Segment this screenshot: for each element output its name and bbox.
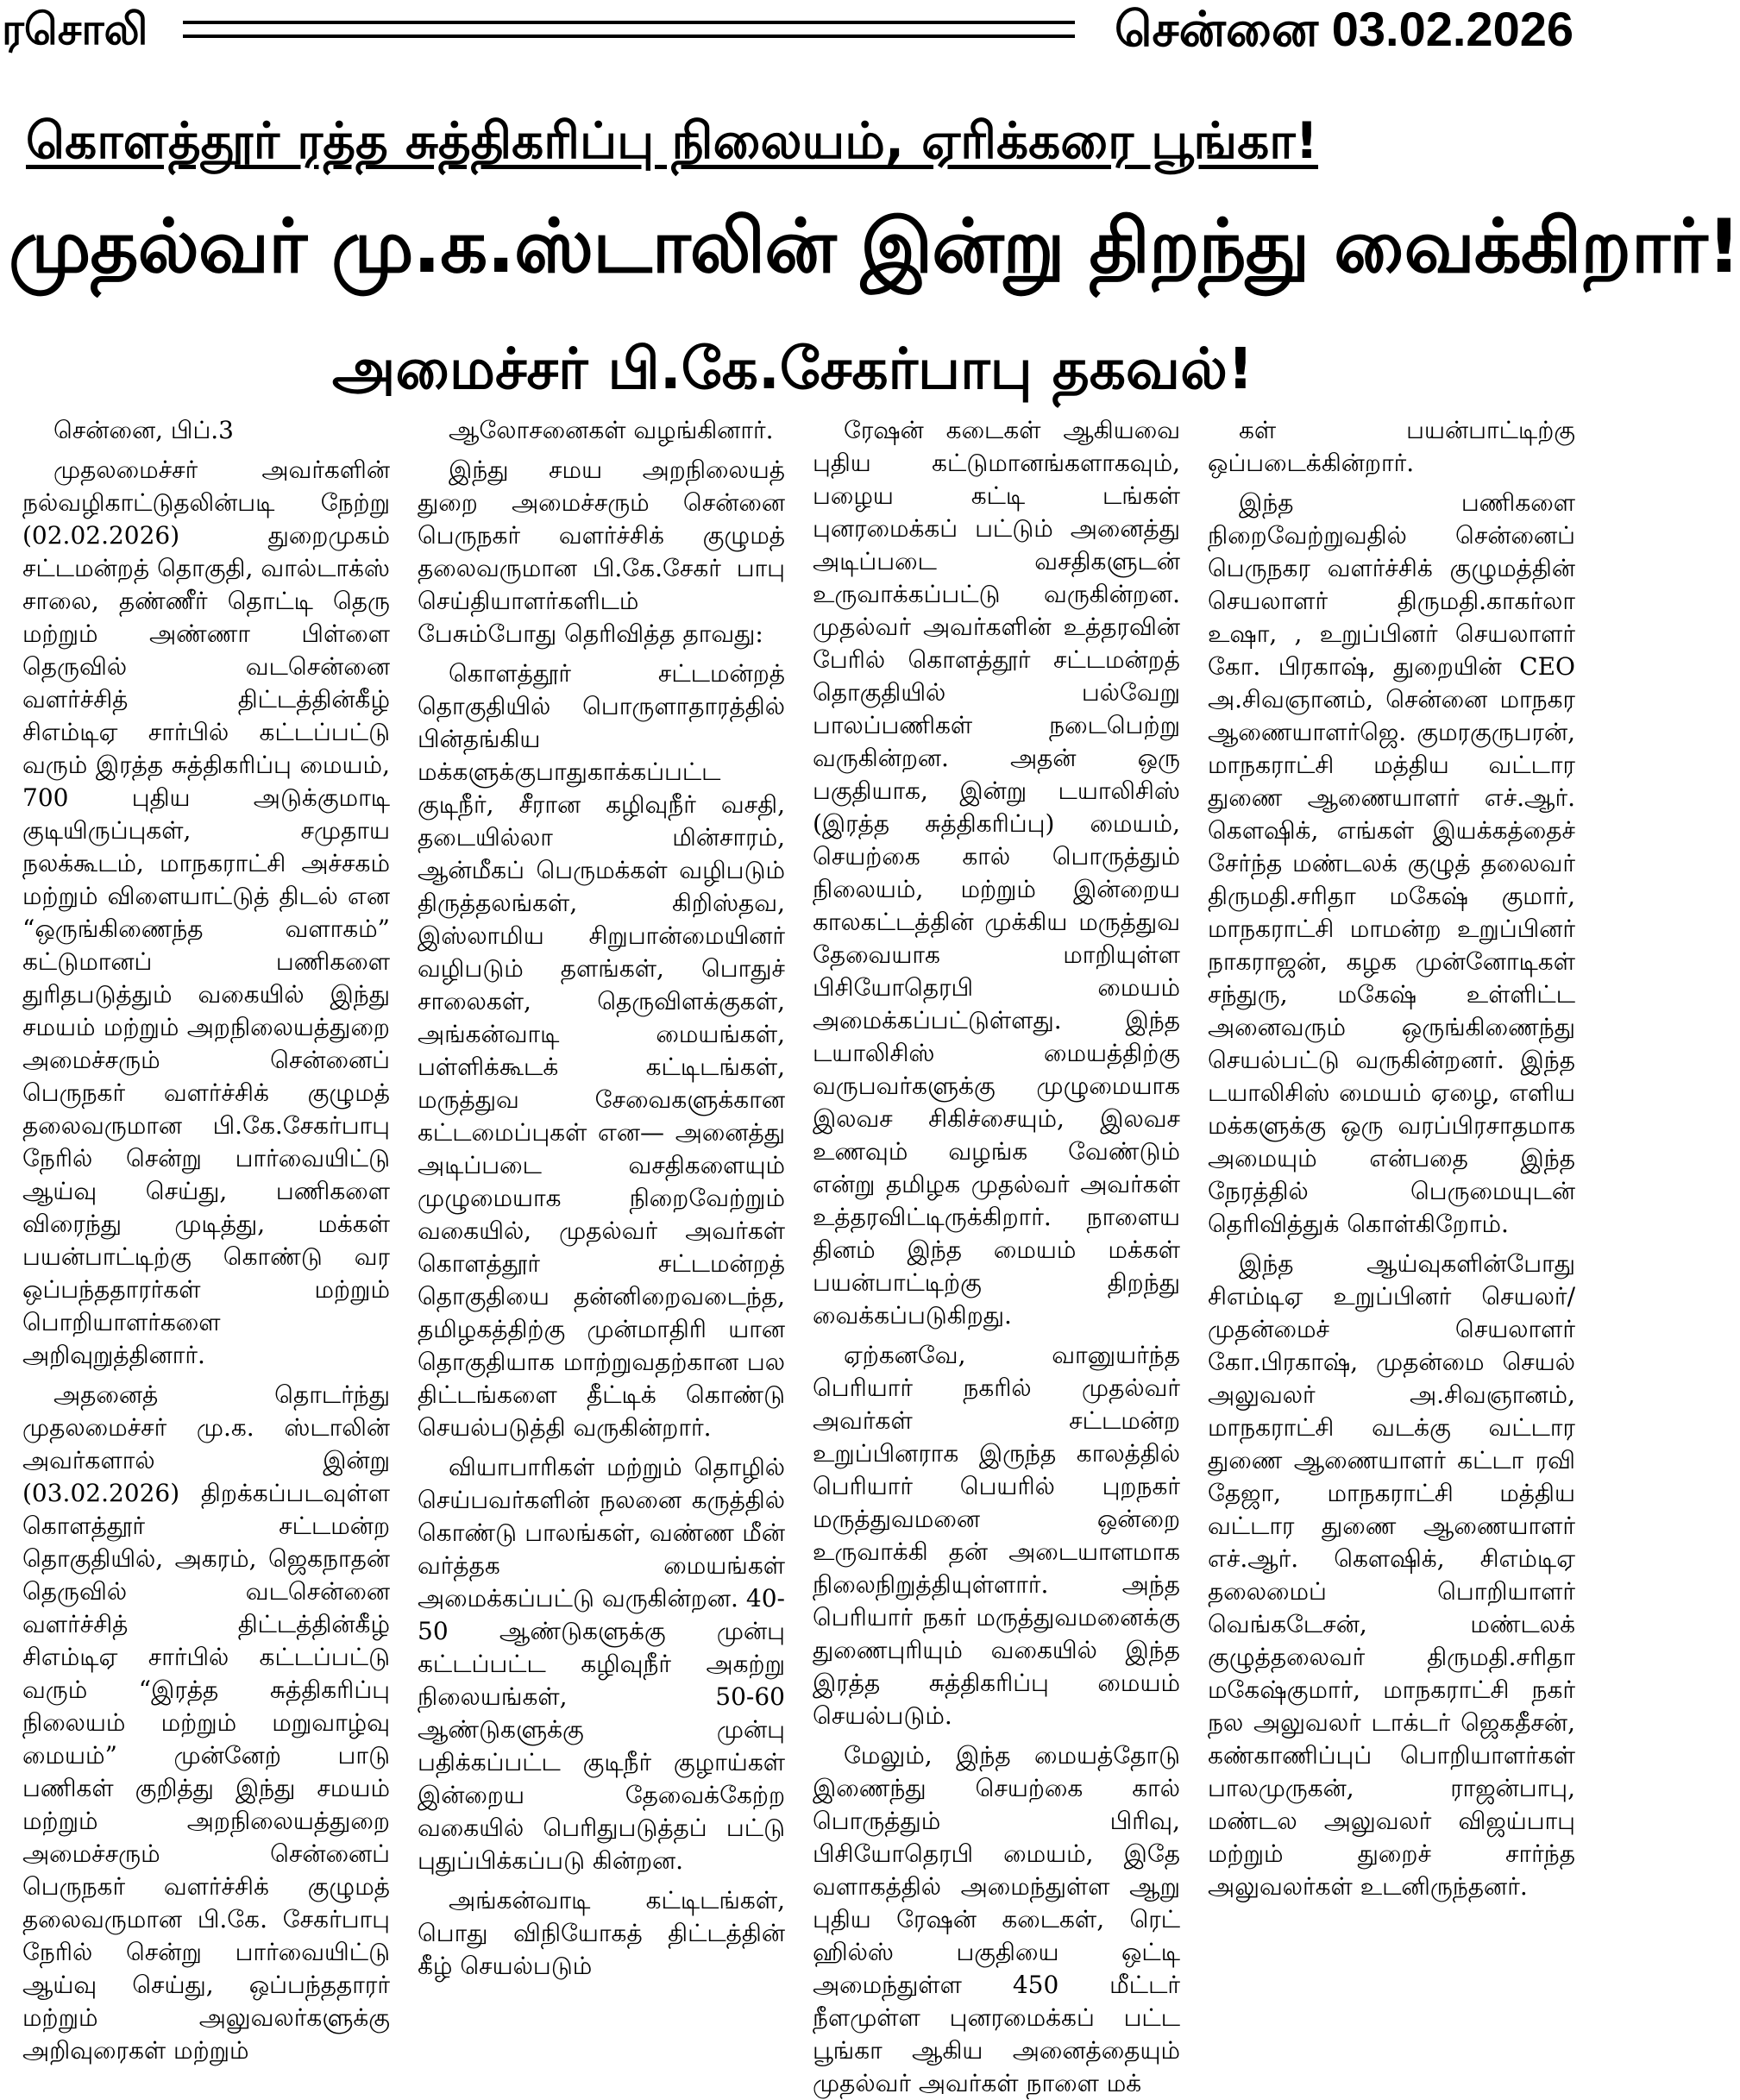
column-1 <box>22 414 390 2065</box>
masthead-rule <box>183 21 1075 38</box>
column-2 <box>418 414 785 2015</box>
paragraph: முதலமைச்சர் அவர்களின் நல்வழிகாட்டுதலின்படி நேற்று (02.02.2026) துறைமுகம் சட்டமன்றத் தொகுதி, வால்டாக்ஸ் சாலை, தண்ணீர் தொட்டி தெரு மற்றும் அண்ணா பிள்ளை தெருவில் வடசென்னை வளர்ச்சித் திட்டத்தின்கீழ் சிஎம்டிஏ சார்பில் கட்டப்பட்டு வரும் இரத்த சுத்திகரிப்பு மையம், 700 புதிய அடுக்குமாடி குடியிருப்புகள், சமுதாய நலக்கூடம், மாநகராட்சி அச்சகம் மற்றும் விளையாட்டுத் திடல் என “ஒருங்கிணைந்த வளாகம்” கட்டுமானப் பணிகளை துரிதபடுத்தும் வகையில் இந்து சமயம் மற்றும் அறநிலையத்துறை அமைச்சரும் சென்னைப் பெருநகர் வளர்ச்சிக் குழுமத் தலைவருமான பி.கே.சேகர்பாபு நேரில் சென்று பார்வையிட்டு ஆய்வு செய்து, பணிகளை விரைந்து முடித்து, மக்கள் பயன்பாட்டிற்கு கொண்டு வர ஒப்பந்ததாரர்கள் மற்றும் பொறியாளர்களை அறிவுறுத்தினார். <box>22 456 390 1369</box>
paragraph: அங்கன்வாடி கட்டிடங்கள், பொது விநியோகத் திட்டத்தின் கீழ் செயல்படும் <box>418 1886 785 1980</box>
paragraph: கள் பயன்பாட்டிற்கு ஒப்படைக்கின்றார். <box>1208 416 1575 477</box>
paragraph: ஏற்கனவே, வானுயர்ந்த பெரியார் நகரில் முதல்வர் அவர்கள் சட்டமன்ற உறுப்பினராக இருந்த காலத்தில் பெரியார் பெயரில் புறநகர் மருத்துவமனை ஒன்றை உருவாக்கி தன் அடையாளமாக நிலைநிறுத்தியுள்ளார். அந்த பெரியார் நகர் மருத்துவமனைக்கு துணைபுரியும் வகையில் இந்த இரத்த சுத்திகரிப்பு மையம் செயல்படும். <box>813 1341 1180 1730</box>
masthead <box>0 0 1586 78</box>
column-3 <box>813 414 1180 2097</box>
paragraph: ரேஷன் கடைகள் ஆகியவை புதிய கட்டுமானங்களாகவும், பழைய கட்டி டங்கள் புனரமைக்கப் பட்டும் அனைத்து அடிப்படை வசதிகளுடன் உருவாக்கப்பட்டு வருகின்றன. முதல்வர் அவர்களின் உத்தரவின் பேரில் கொளத்தூர் சட்டமன்றத் தொகுதியில் பல்வேறு பாலப்பணிகள் நடைபெற்று வருகின்றன. அதன் ஒரு பகுதியாக, இன்று டயாலிசிஸ் (இரத்த சுத்திகரிப்பு) மையம், செயற்கை கால் பொருத்தும் நிலையம், மற்றும் இன்றைய காலகட்டத்தின் முக்கிய மருத்துவ தேவையாக மாறியுள்ள பிசியோதெரபி மையம் அமைக்கப்பட்டுள்ளது. இந்த டயாலிசிஸ் மையத்திற்கு வருபவர்களுக்கு முழுமையாக இலவச சிகிச்சையும், இலவச உணவும் வழங்க வேண்டும் என்று தமிழக முதல்வர் அவர்கள் உத்தரவிட்டிருக்கிறார். நாளைய தினம் இந்த மையம் மக்கள் பயன்பாட்டிற்கு திறந்து வைக்கப்படுகிறது. <box>813 416 1180 1330</box>
column-4 <box>1208 414 1575 2015</box>
paragraph: இந்த ஆய்வுகளின்போது சிஎம்டிஏ உறுப்பினர் செயலர்/ முதன்மைச் செயலாளர் கோ.பிரகாஷ், முதன்மை செயல் அலுவலர் அ.சிவஞானம், மாநகராட்சி வடக்கு வட்டார துணை ஆணையாளர் கட்டா ரவி தேஜா, மாநகராட்சி மத்திய வட்டார துணை ஆணையாளர் எச்.ஆர். கௌஷிக், சிஎம்டிஏ தலைமைப் பொறியாளர் வெங்கடேசன், மண்டலக் குழுத்தலைவர் திருமதி.சரிதா மகேஷ்குமார், மாநகராட்சி நகர் நல அலுவலர் டாக்டர் ஜெகதீசன், கண்காணிப்புப் பொறியாளர்கள் பாலமுருகன், ராஜன்பாபு, மண்டல அலுவலர் விஜய்பாபு மற்றும் துறைச் சார்ந்த அலுவலர்கள் உடனிருந்தனர். <box>1208 1249 1575 1901</box>
article-subhead: அமைச்சர் பி.கே.சேகர்பாபு தகவல்! <box>332 336 1253 402</box>
paragraph: இந்த பணிகளை நிறைவேற்றுவதில் சென்னைப் பெருநகர வளர்ச்சிக் குழுமத்தின் செயலாளர் திருமதி.காகர்லா உஷா, , உறுப்பினர் செயலாளர் கோ. பிரகாஷ், துறையின் CEO அ.சிவஞானம், சென்னை மாநகர ஆணையாளர்ஜெ. குமரகுருபரன், மாநகராட்சி மத்திய வட்டார துணை ஆணையாளர் எச்.ஆர். கௌஷிக், எங்கள் இயக்கத்தைச் சேர்ந்த மண்டலக் குழுத் தலைவர் திருமதி.சரிதா மகேஷ் குமார், மாநகராட்சி மாமன்ற உறுப்பினர் நாகராஜன், கழக முன்னோடிகள் சந்துரு, மகேஷ் உள்ளிட்ட அனைவரும் ஒருங்கிணைந்து செயல்பட்டு வருகின்றனர். இந்த டயாலிசிஸ் மையம் ஏழை, எளிய மக்களுக்கு ஒரு வரப்பிரசாதமாக அமையும் என்பதை இந்த நேரத்தில் பெருமையுடன் தெரிவித்துக் கொள்கிறோம். <box>1208 488 1575 1238</box>
city-date: சென்னை 03.02.2026 <box>1114 2 1574 56</box>
paragraph: இந்து சமய அறநிலையத் துறை அமைச்சரும் சென்னை பெருநகர் வளர்ச்சிக் குழுமத் தலைவருமான பி.கே.சேகர் பாபு செய்தியாளர்களிடம் பேசும்போது தெரிவித்த தாவது: <box>418 456 785 648</box>
paragraph: கொளத்தூர் சட்டமன்றத் தொகுதியில் பொருளாதாரத்தில் பின்தங்கிய மக்களுக்குபாதுகாக்கப்பட்ட குடிநீர், சீரான கழிவுநீர் வசதி, தடையில்லா மின்சாரம், ஆன்மீகப் பெருமக்கள் வழிபடும் திருத்தலங்கள், கிறிஸ்தவ, இஸ்லாமிய சிறுபான்மையினர் வழிபடும் தளங்கள், பொதுச் சாலைகள், தெருவிளக்குகள், அங்கன்வாடி மையங்கள், பள்ளிக்கூடக் கட்டிடங்கள், மருத்துவ சேவைகளுக்கான கட்டமைப்புகள் என— அனைத்து அடிப்படை வசதிகளையும் முழுமையாக நிறைவேற்றும் வகையில், முதல்வர் அவர்கள் கொளத்தூர் சட்டமன்றத் தொகுதியை தன்னிறைவடைந்த, தமிழகத்திற்கு முன்மாதிரி யான தொகுதியாக மாற்றுவதற்கான பல திட்டங்களை தீட்டிக் கொண்டு செயல்படுத்தி வருகின்றார். <box>418 659 785 1442</box>
article-headline: முதல்வர் மு.க.ஸ்டாலின் இன்று திறந்து வைக்கிறார்! <box>9 204 1740 290</box>
newspaper-name: ரசொலி <box>2 4 148 54</box>
article-body <box>22 414 1575 2097</box>
paragraph: ஆலோசனைகள் வழங்கினார். <box>449 416 774 444</box>
paragraph: மேலும், இந்த மையத்தோடு இணைந்து செயற்கை கால் பொருத்தும் பிரிவு, பிசியோதெரபி மையம், இதே வளாகத்தில் அமைந்துள்ள ஆறு புதிய ரேஷன் கடைகள், ரெட் ஹில்ஸ் பகுதியை ஒட்டி அமைந்துள்ள 450 மீட்டர் நீளமுள்ள புனரமைக்கப் பட்ட பூங்கா ஆகிய அனைத்தையும் முதல்வர் அவர்கள் நாளை மக் <box>813 1741 1180 2097</box>
article-dateline: சென்னை, பிப்.3 <box>53 416 234 444</box>
paragraph: அதனைத் தொடர்ந்து முதலமைச்சர் மு.க. ஸ்டாலின் அவர்களால் இன்று (03.02.2026) திறக்கப்படவுள்ள கொளத்தூர் சட்டமன்ற தொகுதியில், அகரம், ஜெகநாதன் தெருவில் வடசென்னை வளர்ச்சித் திட்டத்தின்கீழ் சிஎம்டிஏ சார்பில் கட்டப்பட்டு வரும் “இரத்த சுத்திகரிப்பு நிலையம் மற்றும் மறுவாழ்வு மையம்” முன்னேற் பாடு பணிகள் குறித்து இந்து சமயம் மற்றும் அறநிலையத்துறை அமைச்சரும் சென்னைப் பெருநகர் வளர்ச்சிக் குழுமத் தலைவருமான பி.கே. சேகர்பாபு நேரில் சென்று பார்வையிட்டு ஆய்வு செய்து, ஒப்பந்ததாரர் மற்றும் அலுவலர்களுக்கு அறிவுரைகள் மற்றும் <box>22 1380 390 2065</box>
article-kicker: கொளத்தூர் ரத்த சுத்திகரிப்பு நிலையம், ஏரிக்கரை பூங்கா! <box>26 111 1319 170</box>
paragraph: வியாபாரிகள் மற்றும் தொழில் செய்பவர்களின் நலனை கருத்தில் கொண்டு பாலங்கள், வண்ண மீன் வர்த்தக மையங்கள் அமைக்கப்பட்டு வருகின்றன. 40-50 ஆண்டுகளுக்கு முன்பு கட்டப்பட்ட கழிவுநீர் அகற்று நிலையங்கள், 50-60 ஆண்டுகளுக்கு முன்பு பதிக்கப்பட்ட குடிநீர் குழாய்கள் இன்றைய தேவைக்கேற்ற வகையில் பெரிதுபடுத்தப் பட்டு புதுப்பிக்கப்படு கின்றன. <box>418 1453 785 1875</box>
